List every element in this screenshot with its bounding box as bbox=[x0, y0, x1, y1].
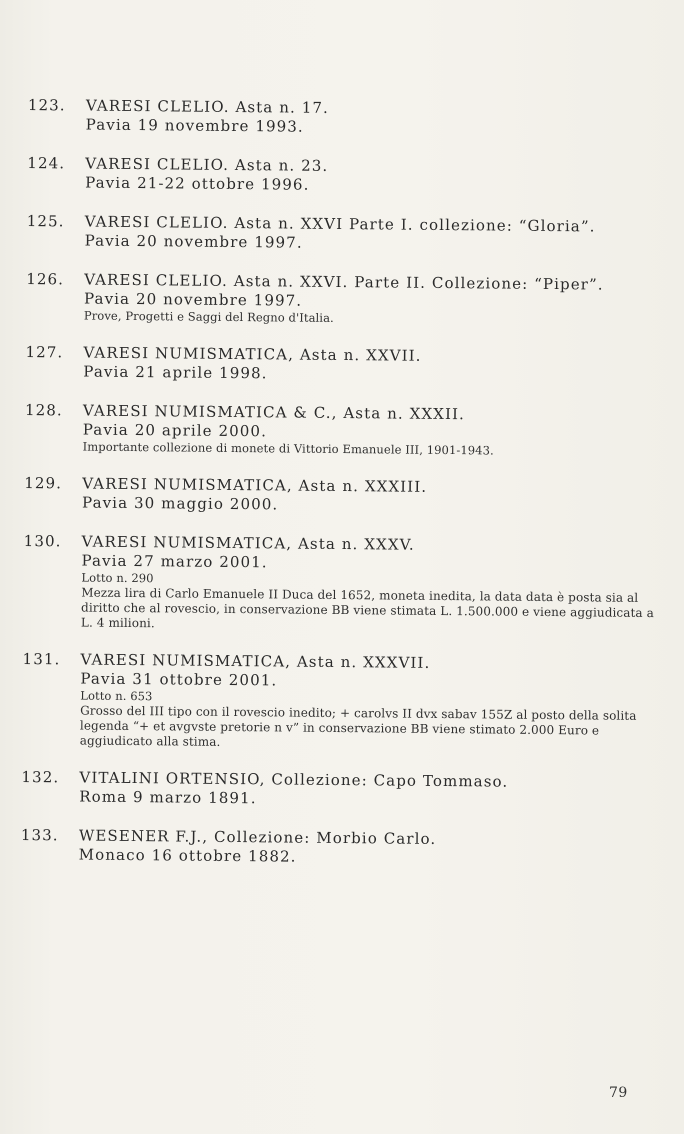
entry-place-date: Pavia 20 novembre 1997. bbox=[83, 289, 303, 310]
entry-title: VARESI CLELIO. Asta n. XXVI. Parte II. Collezione: “Piper”. bbox=[84, 270, 604, 294]
entry-description: Mezza lira di Carlo Emanuele II Duca del 1652, moneta inedita, la data data è posta sia al diritto che al rovescio, in conservazione BB viene stimata L. 1.500.000 e viene aggiudicata a L. 4 milioni. bbox=[80, 585, 654, 631]
entry-125 bbox=[27, 212, 647, 256]
entry-127 bbox=[25, 343, 645, 387]
entry-131 bbox=[22, 650, 643, 754]
entry-number: 127. bbox=[25, 342, 64, 362]
entry-place-date: Pavia 20 novembre 1997. bbox=[84, 231, 303, 252]
page-number: 79 bbox=[609, 1085, 628, 1101]
entry-number: 130. bbox=[23, 531, 62, 551]
entry-title: VARESI NUMISMATICA, Asta n. XXXVII. bbox=[80, 650, 431, 672]
entry-number: 132. bbox=[21, 767, 60, 787]
entry-title: WESENER F.J., Collezione: Morbio Carlo. bbox=[78, 826, 437, 848]
entry-number: 131. bbox=[22, 649, 61, 669]
entry-number: 133. bbox=[20, 825, 59, 845]
entry-title: VARESI CLELIO. Asta n. 17. bbox=[85, 96, 330, 117]
entry-title: VARESI NUMISMATICA, Asta n. XXVII. bbox=[83, 343, 422, 365]
entry-number: 128. bbox=[24, 400, 63, 420]
entry-place-date: Roma 9 marzo 1891. bbox=[79, 787, 257, 808]
entry-title: VARESI CLELIO. Asta n. 23. bbox=[85, 154, 329, 175]
bibliography-list bbox=[20, 96, 654, 890]
entry-place-date: Pavia 31 ottobre 2001. bbox=[80, 669, 278, 690]
entry-title: VARESI CLELIO. Asta n. XXVI Parte I. collezione: “Gloria”. bbox=[84, 212, 596, 236]
entry-lot: Lotto n. 290 bbox=[81, 570, 154, 586]
entry-description: Grosso del III tipo con il rovescio inedito; + carolvs II dvx sabav 155Z al posto della solita legenda “+ et avgvste pretorie n v” in conservazione BB viene stimato 2.000 Euro e aggiudicato alla stima. bbox=[79, 703, 637, 749]
entry-place-date: Pavia 19 novembre 1993. bbox=[85, 115, 304, 136]
entry-126 bbox=[26, 270, 646, 329]
entry-number: 125. bbox=[26, 211, 65, 231]
entry-title: VARESI NUMISMATICA, Asta n. XXXIII. bbox=[82, 474, 428, 496]
entry-128 bbox=[25, 401, 645, 460]
entry-number: 126. bbox=[26, 269, 65, 289]
entry-place-date: Monaco 16 ottobre 1882. bbox=[78, 845, 297, 866]
entry-title: VARESI NUMISMATICA & C., Asta n. XXXII. bbox=[82, 401, 466, 424]
entry-133 bbox=[21, 826, 641, 870]
entry-132 bbox=[21, 768, 641, 812]
entry-place-date: Pavia 27 marzo 2001. bbox=[81, 551, 268, 572]
entry-124 bbox=[27, 154, 647, 198]
entry-place-date: Pavia 20 aprile 2000. bbox=[82, 420, 268, 441]
entry-title: VARESI NUMISMATICA, Asta n. XXXV. bbox=[81, 532, 415, 554]
entry-place-date: Pavia 21 aprile 1998. bbox=[83, 362, 268, 383]
entry-note: Prove, Progetti e Saggi del Regno d'Italia. bbox=[83, 308, 334, 325]
entry-place-date: Pavia 21-22 ottobre 1996. bbox=[85, 173, 310, 194]
entry-number: 124. bbox=[27, 153, 66, 173]
entry-note: Importante collezione di monete di Vittorio Emanuele III, 1901-1943. bbox=[82, 439, 494, 458]
entry-number: 129. bbox=[24, 473, 63, 493]
entry-123 bbox=[28, 96, 648, 140]
entry-129 bbox=[24, 474, 644, 518]
entry-number: 123. bbox=[27, 96, 66, 115]
entry-130 bbox=[23, 531, 654, 636]
entry-lot: Lotto n. 653 bbox=[80, 688, 153, 704]
entry-place-date: Pavia 30 maggio 2000. bbox=[82, 493, 279, 514]
entry-title: VITALINI ORTENSIO, Collezione: Capo Tommaso. bbox=[79, 768, 509, 791]
